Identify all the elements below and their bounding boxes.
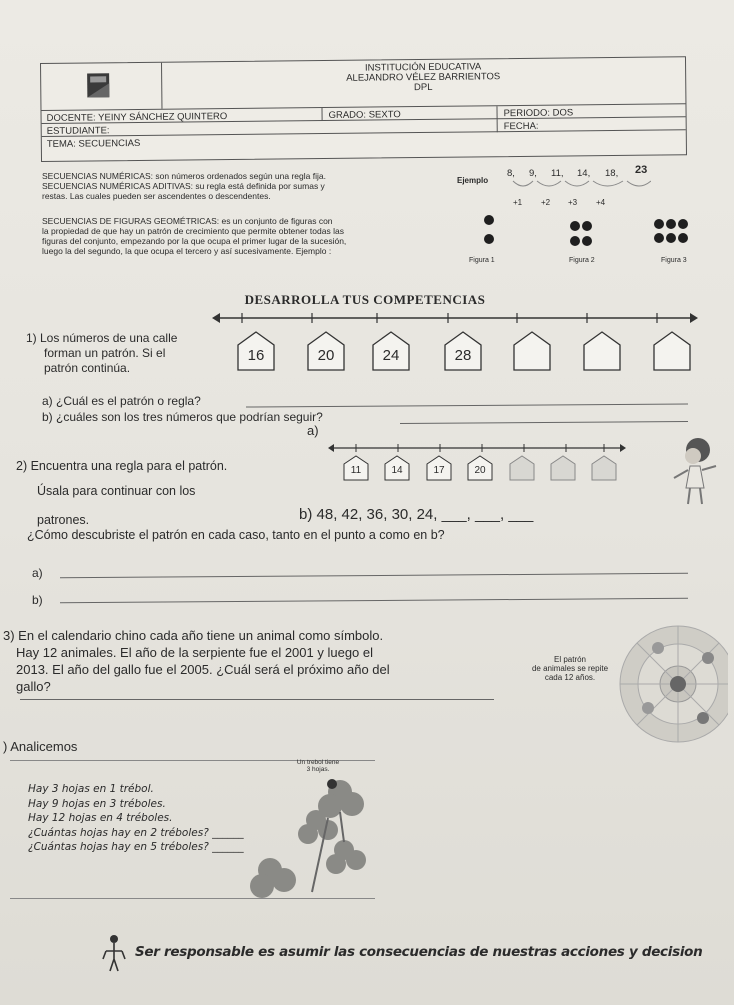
q4-bubble-line2: 3 hojas. bbox=[306, 766, 330, 773]
example-number: 11, bbox=[551, 168, 564, 179]
footer-value-statement: Ser responsable es asumir las consecuencias de nuestras acciones y decision bbox=[135, 944, 703, 960]
house-number: 28 bbox=[454, 347, 472, 364]
q2-answer-b-label: b) bbox=[32, 593, 43, 607]
figure-2-label: Figura 2 bbox=[569, 257, 595, 264]
intro-line3: restas. Las cuales pueden ser ascendentes o descendentes. bbox=[42, 191, 271, 201]
house-number: 14 bbox=[391, 465, 403, 476]
q3-bubble-line2: de animales se repite bbox=[531, 664, 609, 673]
grado-cell: GRADO: SEXTO bbox=[321, 106, 496, 121]
q3-line3: 2013. El año del gallo fue el 2005. ¿Cuál será el próximo año del bbox=[16, 662, 390, 677]
house bbox=[237, 331, 275, 371]
q1-a-answer-line[interactable] bbox=[246, 403, 688, 407]
house bbox=[653, 331, 691, 371]
docente-cell: DOCENTE: YEINY SÁNCHEZ QUINTERO bbox=[46, 111, 228, 124]
example-number: 23 bbox=[635, 164, 648, 176]
figure-1-label: Figura 1 bbox=[469, 257, 495, 264]
example-step: +2 bbox=[541, 198, 551, 207]
q4-line5: ¿Cuántas hojas hay en 5 tréboles? ______ bbox=[28, 841, 244, 853]
house bbox=[384, 455, 410, 481]
house-number: 24 bbox=[382, 347, 400, 364]
q1-b-answer-line[interactable] bbox=[400, 421, 688, 424]
q3-line4: gallo? bbox=[16, 679, 51, 694]
house bbox=[372, 331, 410, 371]
institution-line1: INSTITUCIÓN EDUCATIVA bbox=[364, 61, 482, 74]
q1-b-question: b) ¿cuáles son los tres números que podrían seguir? bbox=[42, 410, 323, 424]
q3-answer-line[interactable] bbox=[20, 699, 494, 700]
header-table bbox=[40, 56, 687, 162]
q4-line1: Hay 3 hojas en 1 trébol. bbox=[28, 783, 154, 795]
q4-speech-bubble bbox=[288, 759, 348, 773]
house bbox=[513, 331, 551, 371]
q2-line2: Úsala para continuar con los bbox=[37, 484, 196, 498]
q2-answer-a-label: a) bbox=[32, 566, 43, 580]
q1-line1: 1) Los números de una calle bbox=[26, 331, 178, 345]
intro-line1: SECUENCIAS NUMÉRICAS: son números ordenados según una regla fija. bbox=[42, 171, 326, 181]
q3-line2: Hay 12 animales. El año de la serpiente fue el 2001 y luego el bbox=[16, 645, 374, 660]
q2-answer-a-line[interactable] bbox=[60, 573, 688, 578]
example-number: 8, bbox=[507, 168, 515, 179]
q3-line1: 3) En el calendario chino cada año tiene un animal como símbolo. bbox=[3, 628, 384, 643]
q4-line2: Hay 9 hojas en 3 tréboles. bbox=[28, 797, 166, 810]
example-number: 14, bbox=[577, 168, 591, 179]
q2-number-line bbox=[328, 442, 628, 454]
example-step: +3 bbox=[568, 198, 578, 207]
q2-b-sequence: b) 48, 42, 36, 30, 24, ___, ___, ___ bbox=[299, 506, 534, 523]
house bbox=[509, 455, 535, 481]
figures-line4: luego la del segundo, la que ocupa el tercero y así sucesivamente. Ejemplo : bbox=[42, 246, 332, 256]
q3-bubble-line1: El patrón bbox=[553, 655, 587, 664]
house bbox=[591, 455, 617, 481]
house bbox=[444, 331, 482, 371]
q4-line4: ¿Cuántas hojas hay en 2 tréboles? ______ bbox=[28, 826, 244, 839]
figure-3-label: Figura 3 bbox=[661, 257, 687, 264]
house-number: 16 bbox=[247, 347, 265, 364]
house-number: 11 bbox=[350, 465, 362, 476]
figures-line1: SECUENCIAS DE FIGURAS GEOMÉTRICAS: es un conjunto de figuras con bbox=[42, 216, 333, 226]
q2-how-question: ¿Cómo descubriste el patrón en cada caso, tanto en el punto a como en b? bbox=[27, 528, 445, 542]
house-number: 17 bbox=[433, 465, 445, 476]
q2-line1: 2) Encuentra una regla para el patrón. bbox=[16, 459, 228, 473]
institution-line3: DPL bbox=[413, 81, 433, 94]
fecha-cell: FECHA: bbox=[497, 117, 686, 132]
house-number: 20 bbox=[317, 347, 335, 364]
q1-line2: forman un patrón. Si el bbox=[44, 346, 166, 360]
q4-title: ) Analicemos bbox=[3, 739, 78, 754]
institution-line2: ALEJANDRO VÉLEZ BARRIENTOS bbox=[346, 71, 501, 84]
example-number: 18, bbox=[605, 168, 619, 179]
periodo-cell: PERIODO: DOS bbox=[496, 104, 685, 119]
section-title: DESARROLLA TUS COMPETENCIAS bbox=[244, 292, 486, 307]
house bbox=[426, 455, 452, 481]
chinese-zodiac-wheel bbox=[608, 618, 728, 748]
estudiante-cell: ESTUDIANTE: bbox=[46, 125, 110, 137]
q1-line3: patrón continúa. bbox=[44, 361, 131, 375]
example-step: +4 bbox=[596, 198, 606, 207]
person-scale-icon bbox=[102, 933, 126, 973]
house bbox=[343, 455, 369, 481]
house bbox=[307, 331, 345, 371]
q2-line3: patrones. bbox=[37, 513, 90, 527]
intro-line2: SECUENCIAS NUMÉRICAS ADITIVAS: su regla está definida por sumas y bbox=[42, 181, 325, 191]
school-logo bbox=[41, 63, 161, 110]
figures-line3: figuras del conjunto, empezando por la que ocupa el primer lugar de la sucesión, bbox=[42, 236, 347, 246]
house bbox=[583, 331, 621, 371]
house bbox=[467, 455, 493, 481]
q4-bubble-line1: Un trebol tiene bbox=[296, 759, 340, 766]
street-number-line bbox=[212, 311, 704, 325]
q2-answer-b-line[interactable] bbox=[60, 598, 688, 603]
q2-a-label: a) bbox=[307, 423, 319, 438]
example-arcs bbox=[511, 179, 651, 193]
house-number: 20 bbox=[474, 465, 486, 476]
tema-cell: TEMA: SECUENCIAS bbox=[46, 137, 141, 150]
student-illustration bbox=[666, 436, 724, 508]
q1-a-question: a) ¿Cuál es el patrón o regla? bbox=[42, 394, 201, 408]
q3-bubble-line3: cada 12 años. bbox=[544, 673, 596, 682]
clover-illustration bbox=[232, 772, 372, 902]
house bbox=[550, 455, 576, 481]
example-step: +1 bbox=[513, 198, 523, 207]
q4-line3: Hay 12 hojas en 4 tréboles. bbox=[28, 812, 173, 824]
example-label: Ejemplo bbox=[457, 176, 489, 185]
example-number: 9, bbox=[529, 168, 537, 179]
figures-line2: la propiedad de que hay un patrón de crecimiento que permite obtener todas las bbox=[42, 226, 344, 236]
